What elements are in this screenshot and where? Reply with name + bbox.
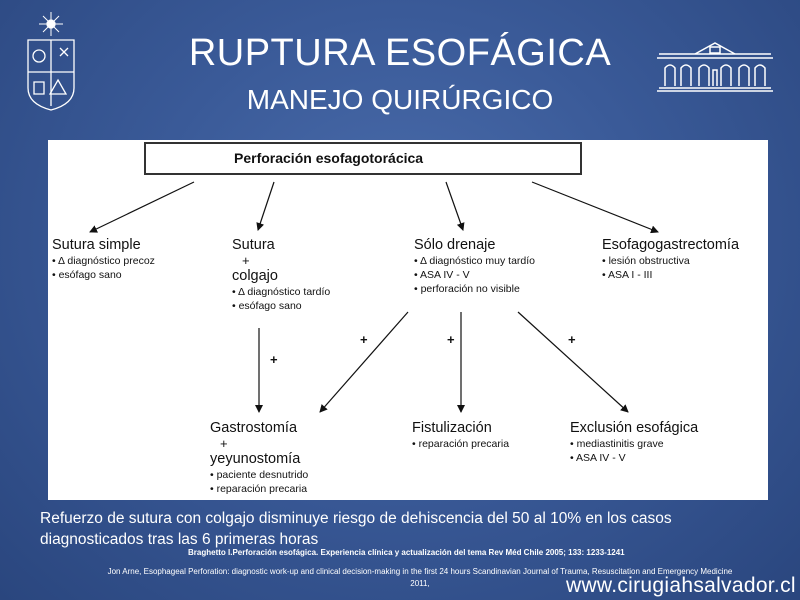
node-sutura-simple [52, 237, 155, 282]
plus-sign: + [242, 253, 250, 268]
slide-subtitle: MANEJO QUIRÚRGICO [246, 84, 554, 115]
list-item: • reparación precaria [210, 482, 308, 496]
list-item: • esófago sano [52, 268, 155, 282]
slide-title: RUPTURA ESOFÁGICA [188, 32, 612, 74]
decision-flowchart [48, 140, 768, 500]
node-title: Esofagogastrectomía [602, 237, 740, 253]
node-title: Exclusión esofágica [570, 420, 699, 436]
node-title-2: colgajo [232, 268, 278, 284]
list-item: • esófago sano [232, 299, 330, 313]
node-title: Sólo drenaje [414, 237, 496, 253]
node-title: Sutura simple [52, 237, 141, 253]
arrow-to-exclusion [518, 312, 628, 412]
plus-sign: + [220, 436, 228, 451]
node-esofagogastrectomia [602, 237, 739, 282]
arrow-to-gastrostomia-from-drenaje [320, 312, 408, 412]
list-item: • Δ diagnóstico tardío [232, 285, 330, 299]
node-title: Fistulización [412, 420, 492, 436]
node-fistulizacion [412, 420, 509, 451]
plus-sign: + [360, 332, 368, 347]
list-item: • ASA IV - V [570, 451, 698, 465]
plus-sign: + [447, 332, 455, 347]
arrow-to-solo-drenaje [446, 182, 463, 230]
list-item: • ASA IV - V [414, 268, 535, 282]
list-item: • ASA I - III [602, 268, 739, 282]
node-solo-drenaje [414, 237, 535, 296]
list-item: • perforación no visible [414, 282, 535, 296]
list-item: • paciente desnutrido [210, 468, 308, 482]
list-item: • Δ diagnóstico muy tardío [414, 254, 535, 268]
list-item: • mediastinitis grave [570, 437, 698, 451]
list-item: • Δ diagnóstico precoz [52, 254, 155, 268]
summary-note: Refuerzo de sutura con colgajo disminuye riesgo de dehiscencia del 50 al 10% en los casos diagnosticados tras las 6 primeras horas [40, 510, 672, 548]
plus-sign: + [568, 332, 576, 347]
list-item: • lesión obstructiva [602, 254, 739, 268]
arrow-to-esofagogastrectomia [532, 182, 658, 232]
root-node: Perforación esofagotorácica [144, 142, 582, 175]
arrow-to-sutura-colgajo [258, 182, 274, 230]
node-title: Gastrostomía [210, 420, 298, 436]
reference-jon-arne: Jon Arne, Esophageal Perforation: diagnostic work-up and clinical decision-making in the first 24 hours Scandinavian Journal of Trauma, Resuscitation and Emergency Medicine 2011, [107, 567, 733, 588]
reference-braghetto: Braghetto I.Perforación esofágica. Experiencia clínica y actualización del tema Rev Méd Chile 2005; 133: 1233-1241 [188, 548, 625, 557]
node-gastrostomia [210, 420, 308, 496]
node-sutura-colgajo [232, 237, 330, 313]
list-item: • reparación precaria [412, 437, 509, 451]
node-title: Sutura [232, 237, 275, 253]
website-url: www.cirugiahsalvador.cl [566, 574, 796, 597]
node-title-2: yeyunostomía [210, 451, 301, 467]
arrow-to-sutura-simple [90, 182, 194, 232]
plus-sign: + [270, 352, 278, 367]
node-exclusion-esofagica [570, 420, 698, 465]
